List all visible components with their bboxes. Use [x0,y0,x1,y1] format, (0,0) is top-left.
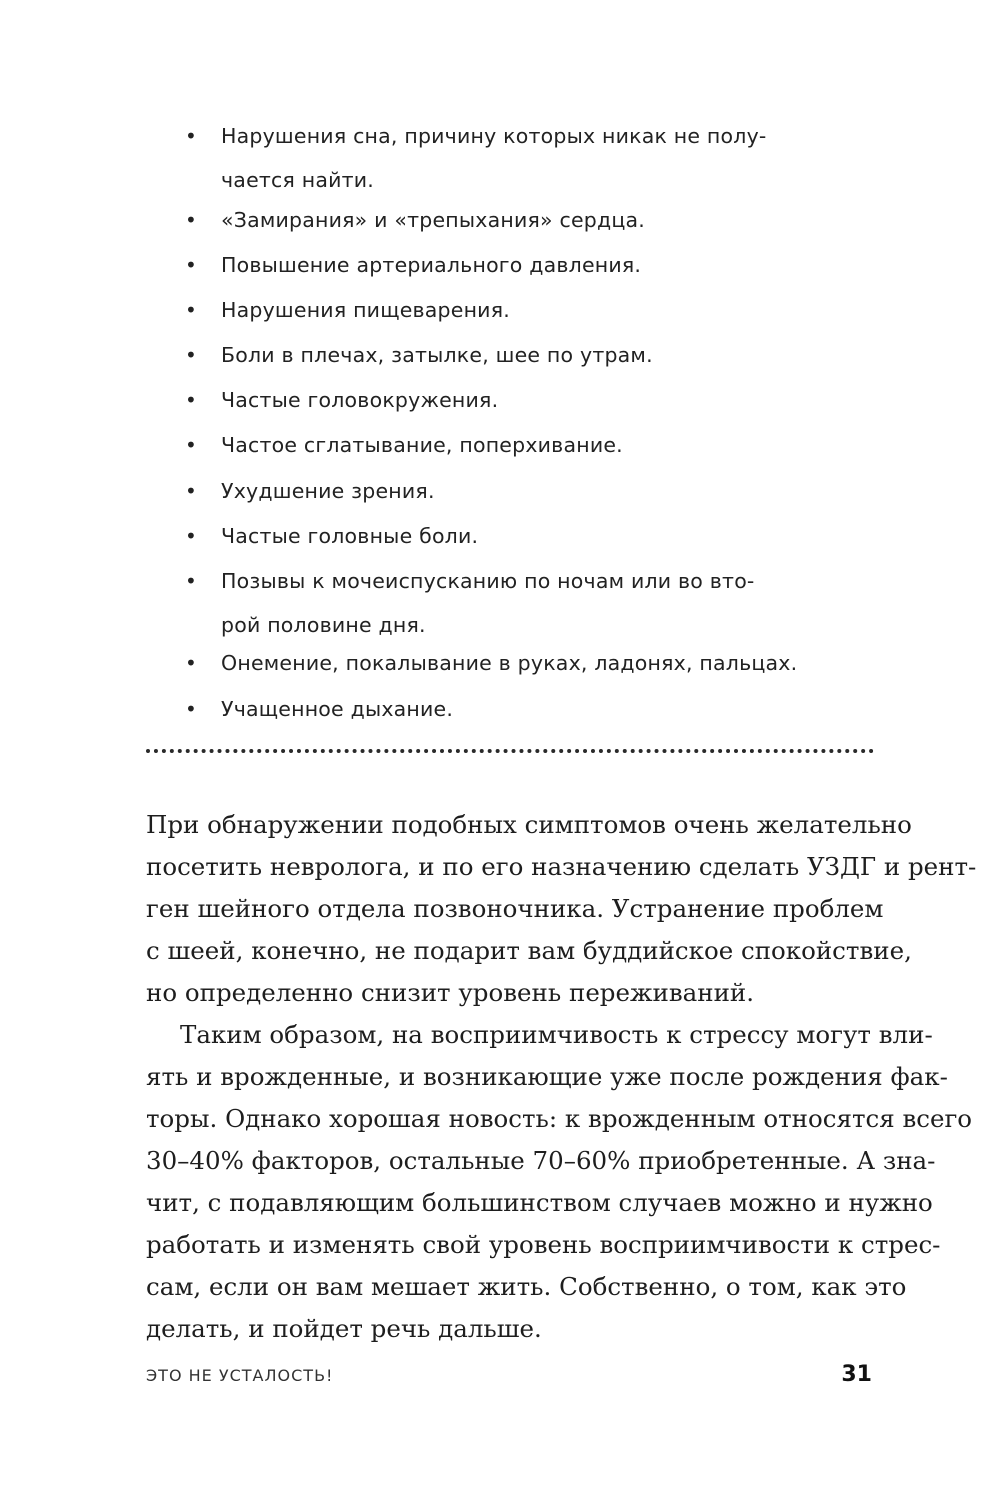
list-item-text: «Замирания» и «трепыхания» сердца. [221,208,645,232]
list-item [185,198,845,242]
list-item-text: Повышение артериального давления. [221,253,642,277]
text-line: торы. Однако хорошая новость: к врожденным относятся всего [146,1104,973,1133]
text-line: чит, с подавляющим большинством случаев можно и нужно [146,1188,933,1217]
list-item [185,288,845,332]
text-line: с шеей, конечно, не подарит вам буддийское спокойствие, [146,936,912,965]
list-item-text: Частые головные боли. [221,524,479,548]
list-item-text: Учащенное дыхание. [221,697,454,721]
bullet-icon: • [185,298,197,322]
text-line: сам, если он вам мешает жить. Собственно, о том, как это [146,1272,907,1301]
running-title: ЭТО НЕ УСТАЛОСТЬ! [146,1366,334,1385]
bullet-icon: • [185,651,197,675]
list-item [185,687,845,731]
list-item [185,559,845,647]
text-line: При обнаружении подобных симптомов очень желательно [146,810,912,839]
body-text [146,804,977,1350]
list-item [185,114,845,202]
bullet-icon: • [185,124,197,148]
bullet-icon: • [185,343,197,367]
list-item-text: Нарушения сна, причину которых никак не полу- чается найти. [221,124,767,192]
list-item [185,378,845,422]
list-item [185,333,845,377]
list-item-text: Нарушения пищеварения. [221,298,510,322]
bullet-icon: • [185,388,197,412]
list-item-text: Позывы к мочеиспусканию по ночам или во вто- рой половине дня. [221,569,755,637]
paragraph [146,1014,973,1350]
list-item-text: Частое сглатывание, поперхивание. [221,433,623,457]
text-line: Таким образом, на восприимчивость к стрессу могут вли- [180,1020,933,1049]
text-line: посетить невролога, и по его назначению сделать УЗДГ и рент- [146,852,977,881]
text-line: ген шейного отдела позвоночника. Устранение проблем [146,894,884,923]
text-line: 30–40% факторов, остальные 70–60% приобретенные. А зна- [146,1146,936,1175]
text-line: ять и врожденные, и возникающие уже после рождения фак- [146,1062,948,1091]
list-item-text: Ухудшение зрения. [221,479,435,503]
list-item-text: Частые головокружения. [221,388,499,412]
bullet-icon: • [185,253,197,277]
bullet-icon: • [185,479,197,503]
bullet-icon: • [185,569,197,593]
list-item-text: Онемение, покалывание в руках, ладонях, пальцах. [221,651,798,675]
bullet-icon: • [185,697,197,721]
list-item [185,423,845,467]
list-item [185,514,845,558]
text-line: работать и изменять свой уровень восприимчивости к стрес- [146,1230,941,1259]
page-number: 31 [841,1362,872,1387]
list-item [185,243,845,287]
bullet-icon: • [185,433,197,457]
text-line: делать, и пойдет речь дальше. [146,1314,542,1343]
list-item [185,469,845,513]
bullet-icon: • [185,208,197,232]
bullet-icon: • [185,524,197,548]
list-item [185,641,845,685]
text-line: но определенно снизит уровень переживаний. [146,978,755,1007]
list-item-text: Боли в плечах, затылке, шее по утрам. [221,343,653,367]
dotted-divider [146,749,874,753]
paragraph [146,804,977,1014]
